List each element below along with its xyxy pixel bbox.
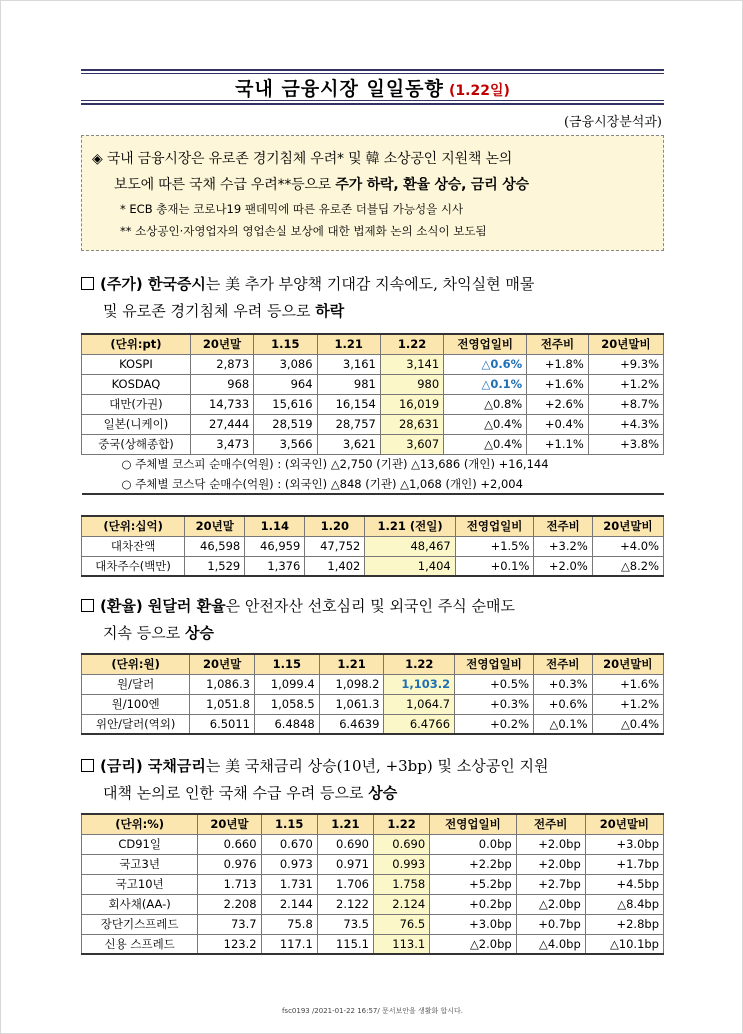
table-cell: +1.5% xyxy=(455,536,534,556)
table-cell: 3,141 xyxy=(380,354,443,374)
table-cell: 0.976 xyxy=(198,854,261,874)
table-cell: 3,621 xyxy=(317,434,380,454)
table-cell: 76.5 xyxy=(373,914,429,934)
column-header: 1.21 (전일) xyxy=(365,516,455,536)
table-cell: 1.706 xyxy=(317,874,373,894)
table-row xyxy=(82,556,664,576)
table-cell: 980 xyxy=(380,374,443,394)
table-cell: +2.0bp xyxy=(516,854,585,874)
table-cell: 1,099.4 xyxy=(255,674,320,694)
table-cell: 3,086 xyxy=(254,354,317,374)
table-header-row xyxy=(82,814,664,834)
table-cell: +3.2% xyxy=(534,536,592,556)
column-header: 전영업일비 xyxy=(444,334,527,354)
column-header: 전주비 xyxy=(527,334,589,354)
table-cell: 0.690 xyxy=(317,834,373,854)
fx-table xyxy=(81,653,664,735)
diamond-bullet-icon: ◈ xyxy=(92,151,103,167)
table-cell: △8.4bp xyxy=(585,894,663,914)
table-cell: +2.2bp xyxy=(430,854,517,874)
column-header: 1.14 xyxy=(245,516,305,536)
rates-heading-text-2: 대책 논의로 인한 국채 수급 우려 등으로 xyxy=(103,784,369,802)
table-row xyxy=(82,414,664,434)
table-cell: 15,616 xyxy=(254,394,317,414)
table-cell: △0.4% xyxy=(444,434,527,454)
rates-heading-title: (금리) 국채금리 xyxy=(100,757,206,775)
row-label: CD91일 xyxy=(82,834,198,854)
table-cell: +1.2% xyxy=(588,374,663,394)
table-cell: +2.0% xyxy=(534,556,592,576)
rates-table xyxy=(81,813,664,955)
table-cell: 1.758 xyxy=(373,874,429,894)
table-cell: 964 xyxy=(254,374,317,394)
table-cell: 27,444 xyxy=(190,414,253,434)
table-cell: 1,376 xyxy=(245,556,305,576)
column-header: 1.21 xyxy=(319,654,384,674)
table-cell: +3.0bp xyxy=(585,834,663,854)
table-cell: △0.1% xyxy=(534,714,593,734)
table-cell: 117.1 xyxy=(261,934,317,954)
table-cell: △0.8% xyxy=(444,394,527,414)
column-header: 20년말 xyxy=(190,334,253,354)
title-banner xyxy=(81,69,664,105)
column-header: 20년말비 xyxy=(585,814,663,834)
fx-heading-result: 상승 xyxy=(185,624,214,642)
table-cell: +0.4% xyxy=(527,414,589,434)
table-cell: △8.2% xyxy=(592,556,663,576)
table-cell: △0.6% xyxy=(444,354,527,374)
column-header: 20년말비 xyxy=(592,516,663,536)
row-label: 중국(상해종합) xyxy=(82,434,191,454)
table-cell: 113.1 xyxy=(373,934,429,954)
table-cell: +0.6% xyxy=(534,694,593,714)
table-cell: 1,402 xyxy=(305,556,365,576)
row-label: KOSDAQ xyxy=(82,374,191,394)
table-cell: △0.1% xyxy=(444,374,527,394)
column-header: 1.21 xyxy=(317,334,380,354)
table-cell: 46,598 xyxy=(185,536,245,556)
row-label: 원/100엔 xyxy=(82,694,190,714)
column-header: 전영업일비 xyxy=(455,516,534,536)
table-cell: △0.4% xyxy=(592,714,663,734)
credit-table xyxy=(81,515,664,577)
table-row xyxy=(82,354,664,374)
summary-text-2: 보도에 따른 국채 수급 우려**등으로 xyxy=(114,177,336,193)
column-header: (단위:원) xyxy=(82,654,190,674)
table-cell: 0.690 xyxy=(373,834,429,854)
table-cell: 48,467 xyxy=(365,536,455,556)
table-cell: 6.4639 xyxy=(319,714,384,734)
column-header: 1.22 xyxy=(380,334,443,354)
checkbox-square-icon xyxy=(81,277,94,290)
table-cell: 2.124 xyxy=(373,894,429,914)
column-header: 20년말비 xyxy=(592,654,663,674)
fx-heading-title: (환율) 원달러 환율 xyxy=(100,597,226,615)
table-cell: △10.1bp xyxy=(585,934,663,954)
row-label: 국고10년 xyxy=(82,874,198,894)
table-cell: 1,529 xyxy=(185,556,245,576)
table-cell: +1.8% xyxy=(527,354,589,374)
fx-heading-text-2: 지속 등으로 xyxy=(103,624,185,642)
table-cell: 1.731 xyxy=(261,874,317,894)
table-cell: 3,473 xyxy=(190,434,253,454)
table-cell: 6.5011 xyxy=(190,714,255,734)
column-header: 20년말 xyxy=(185,516,245,536)
table-cell: △2.0bp xyxy=(516,894,585,914)
table-cell: 123.2 xyxy=(198,934,261,954)
table-cell: 0.660 xyxy=(198,834,261,854)
table-cell: +8.7% xyxy=(588,394,663,414)
table-cell: 16,019 xyxy=(380,394,443,414)
fx-section-heading xyxy=(81,593,664,647)
summary-conclusion: 주가 하락, 환율 상승, 금리 상승 xyxy=(335,177,529,193)
table-cell: 2.122 xyxy=(317,894,373,914)
stock-section-heading xyxy=(81,271,664,325)
table-cell: +3.0bp xyxy=(430,914,517,934)
table-cell: 1,103.2 xyxy=(384,674,455,694)
column-header: 전주비 xyxy=(534,654,593,674)
row-label: 대만(가권) xyxy=(82,394,191,414)
column-header: (단위:pt) xyxy=(82,334,191,354)
column-header: 전주비 xyxy=(516,814,585,834)
table-cell: +4.3% xyxy=(588,414,663,434)
table-row xyxy=(82,874,664,894)
table-row xyxy=(82,834,664,854)
rates-heading-result: 상승 xyxy=(368,784,398,802)
row-label: 대차주수(백만) xyxy=(82,556,185,576)
table-cell: 1,404 xyxy=(365,556,455,576)
row-label: 회사채(AA-) xyxy=(82,894,198,914)
table-cell: 28,757 xyxy=(317,414,380,434)
table-cell: 1,061.3 xyxy=(319,694,384,714)
kospi-investor-note: ○ 주체별 코스피 순매수(억원) : (외국인) △2,750 (기관) △13,686 (개인) +16,144 xyxy=(121,457,549,472)
table-cell: △4.0bp xyxy=(516,934,585,954)
summary-text-1: 국내 금융시장은 유로존 경기침체 우려* 및 韓 소상공인 지원책 논의 xyxy=(106,151,513,167)
department-label: (금융시장분석과) xyxy=(563,115,662,130)
table-cell: 2,873 xyxy=(190,354,253,374)
table-row xyxy=(82,394,664,414)
table-cell: 46,959 xyxy=(245,536,305,556)
column-header: 1.15 xyxy=(254,334,317,354)
table-cell: 6.4848 xyxy=(255,714,320,734)
column-header: 1.20 xyxy=(305,516,365,536)
column-header: 20년말비 xyxy=(588,334,663,354)
column-header: 1.21 xyxy=(317,814,373,834)
column-header: 20년말 xyxy=(198,814,261,834)
summary-line-1 xyxy=(92,146,653,172)
table-cell: 981 xyxy=(317,374,380,394)
row-label: 원/달러 xyxy=(82,674,190,694)
table-cell: +1.1% xyxy=(527,434,589,454)
table-cell: 28,519 xyxy=(254,414,317,434)
column-header: 전주비 xyxy=(534,516,592,536)
table-cell: 28,631 xyxy=(380,414,443,434)
table-row xyxy=(82,674,664,694)
table-row xyxy=(82,934,664,954)
table-cell: △2.0bp xyxy=(430,934,517,954)
table-row xyxy=(82,434,664,454)
table-cell: +0.3% xyxy=(455,694,534,714)
table-cell: 1,051.8 xyxy=(190,694,255,714)
table-cell: 2.144 xyxy=(261,894,317,914)
table-cell: +1.6% xyxy=(527,374,589,394)
table-cell: +1.7bp xyxy=(585,854,663,874)
table-cell: +9.3% xyxy=(588,354,663,374)
column-header: 20년말 xyxy=(190,654,255,674)
table-cell: 3,161 xyxy=(317,354,380,374)
table-cell: 115.1 xyxy=(317,934,373,954)
column-header: (단위:십억) xyxy=(82,516,185,536)
table-cell: 16,154 xyxy=(317,394,380,414)
title-date: (1.22일) xyxy=(449,83,510,99)
table-header-row xyxy=(82,654,664,674)
row-label: 장단기스프레드 xyxy=(82,914,198,934)
table-cell: 6.4766 xyxy=(384,714,455,734)
summary-line-2 xyxy=(92,172,653,198)
table-row xyxy=(82,694,664,714)
table-cell: +1.2% xyxy=(592,694,663,714)
fx-heading-text: 은 안전자산 선호심리 및 외국인 주식 순매도 xyxy=(225,597,516,615)
table-cell: +0.5% xyxy=(455,674,534,694)
table-header-row xyxy=(82,516,664,536)
table-cell: 47,752 xyxy=(305,536,365,556)
footer-text: fsc0193 /2021-01-22 16:57/ 문서보안을 생활화 합시다. xyxy=(281,1007,464,1015)
table-row xyxy=(82,854,664,874)
table-cell: 3,607 xyxy=(380,434,443,454)
table-cell: +0.7bp xyxy=(516,914,585,934)
table-cell: 0.971 xyxy=(317,854,373,874)
stock-heading-text-2: 및 유로존 경기침체 우려 등으로 xyxy=(103,302,316,320)
summary-note-2: ** 소상공인·자영업자의 영업손실 보상에 대한 법제화 논의 소식이 보도됨 xyxy=(120,224,487,238)
kosdaq-investor-note: ○ 주체별 코스닥 순매수(억원) : (외국인) △848 (기관) △1,068 (개인) +2,004 xyxy=(121,476,523,491)
column-header: 1.22 xyxy=(373,814,429,834)
table-row xyxy=(82,714,664,734)
column-header: 1.22 xyxy=(384,654,455,674)
table-cell: 1,086.3 xyxy=(190,674,255,694)
summary-box xyxy=(81,135,664,251)
table-cell: +0.2% xyxy=(455,714,534,734)
table-cell: 1,064.7 xyxy=(384,694,455,714)
table-cell: +0.1% xyxy=(455,556,534,576)
table-cell: 3,566 xyxy=(254,434,317,454)
table-cell: 2.208 xyxy=(198,894,261,914)
table-cell: +3.8% xyxy=(588,434,663,454)
table-cell: +0.2bp xyxy=(430,894,517,914)
table-row xyxy=(82,894,664,914)
table-row xyxy=(82,374,664,394)
table-cell: +2.0bp xyxy=(516,834,585,854)
column-header: 1.15 xyxy=(255,654,320,674)
table-cell: 75.8 xyxy=(261,914,317,934)
column-header: 전영업일비 xyxy=(455,654,534,674)
table-header-row xyxy=(82,334,664,354)
table-cell: 73.5 xyxy=(317,914,373,934)
row-label: 일본(니케이) xyxy=(82,414,191,434)
table-cell: 14,733 xyxy=(190,394,253,414)
row-label: 신용 스프레드 xyxy=(82,934,198,954)
table-cell: +1.6% xyxy=(592,674,663,694)
rates-heading-text: 는 美 국채금리 상승(10년, +3bp) 및 소상공인 지원 xyxy=(205,757,549,775)
row-label: 대차잔액 xyxy=(82,536,185,556)
table-cell: +2.7bp xyxy=(516,874,585,894)
table-cell: 968 xyxy=(190,374,253,394)
table-row xyxy=(82,914,664,934)
table-cell: +4.5bp xyxy=(585,874,663,894)
table-cell: +2.8bp xyxy=(585,914,663,934)
column-header: 전영업일비 xyxy=(430,814,517,834)
table-cell: +2.6% xyxy=(527,394,589,414)
row-label: KOSPI xyxy=(82,354,191,374)
table-row xyxy=(82,536,664,556)
summary-note-1: * ECB 총재는 코로나19 팬데믹에 따른 유로존 더블딥 가능성을 시사 xyxy=(120,202,464,216)
table-cell: +0.3% xyxy=(534,674,593,694)
table-cell: 1.713 xyxy=(198,874,261,894)
table-cell: 0.993 xyxy=(373,854,429,874)
column-header: (단위:%) xyxy=(82,814,198,834)
checkbox-square-icon xyxy=(81,599,94,612)
table-cell: +5.2bp xyxy=(430,874,517,894)
column-header: 1.15 xyxy=(261,814,317,834)
row-label: 위안/달러(역외) xyxy=(82,714,190,734)
stock-table xyxy=(81,333,664,495)
stock-heading-result: 하락 xyxy=(315,302,345,320)
table-cell: 0.0bp xyxy=(430,834,517,854)
table-cell: 0.973 xyxy=(261,854,317,874)
rates-section-heading xyxy=(81,753,664,807)
table-cell: 73.7 xyxy=(198,914,261,934)
page-title: 국내 금융시장 일일동향 xyxy=(235,78,444,100)
table-cell: 0.670 xyxy=(261,834,317,854)
table-cell: +4.0% xyxy=(592,536,663,556)
table-cell: △0.4% xyxy=(444,414,527,434)
stock-heading-text: 는 美 추가 부양책 기대감 지속에도, 차익실현 매물 xyxy=(205,275,535,293)
checkbox-square-icon xyxy=(81,759,94,772)
table-cell: 1,098.2 xyxy=(319,674,384,694)
row-label: 국고3년 xyxy=(82,854,198,874)
table-cell: 1,058.5 xyxy=(255,694,320,714)
stock-heading-title: (주가) 한국증시 xyxy=(100,275,206,293)
